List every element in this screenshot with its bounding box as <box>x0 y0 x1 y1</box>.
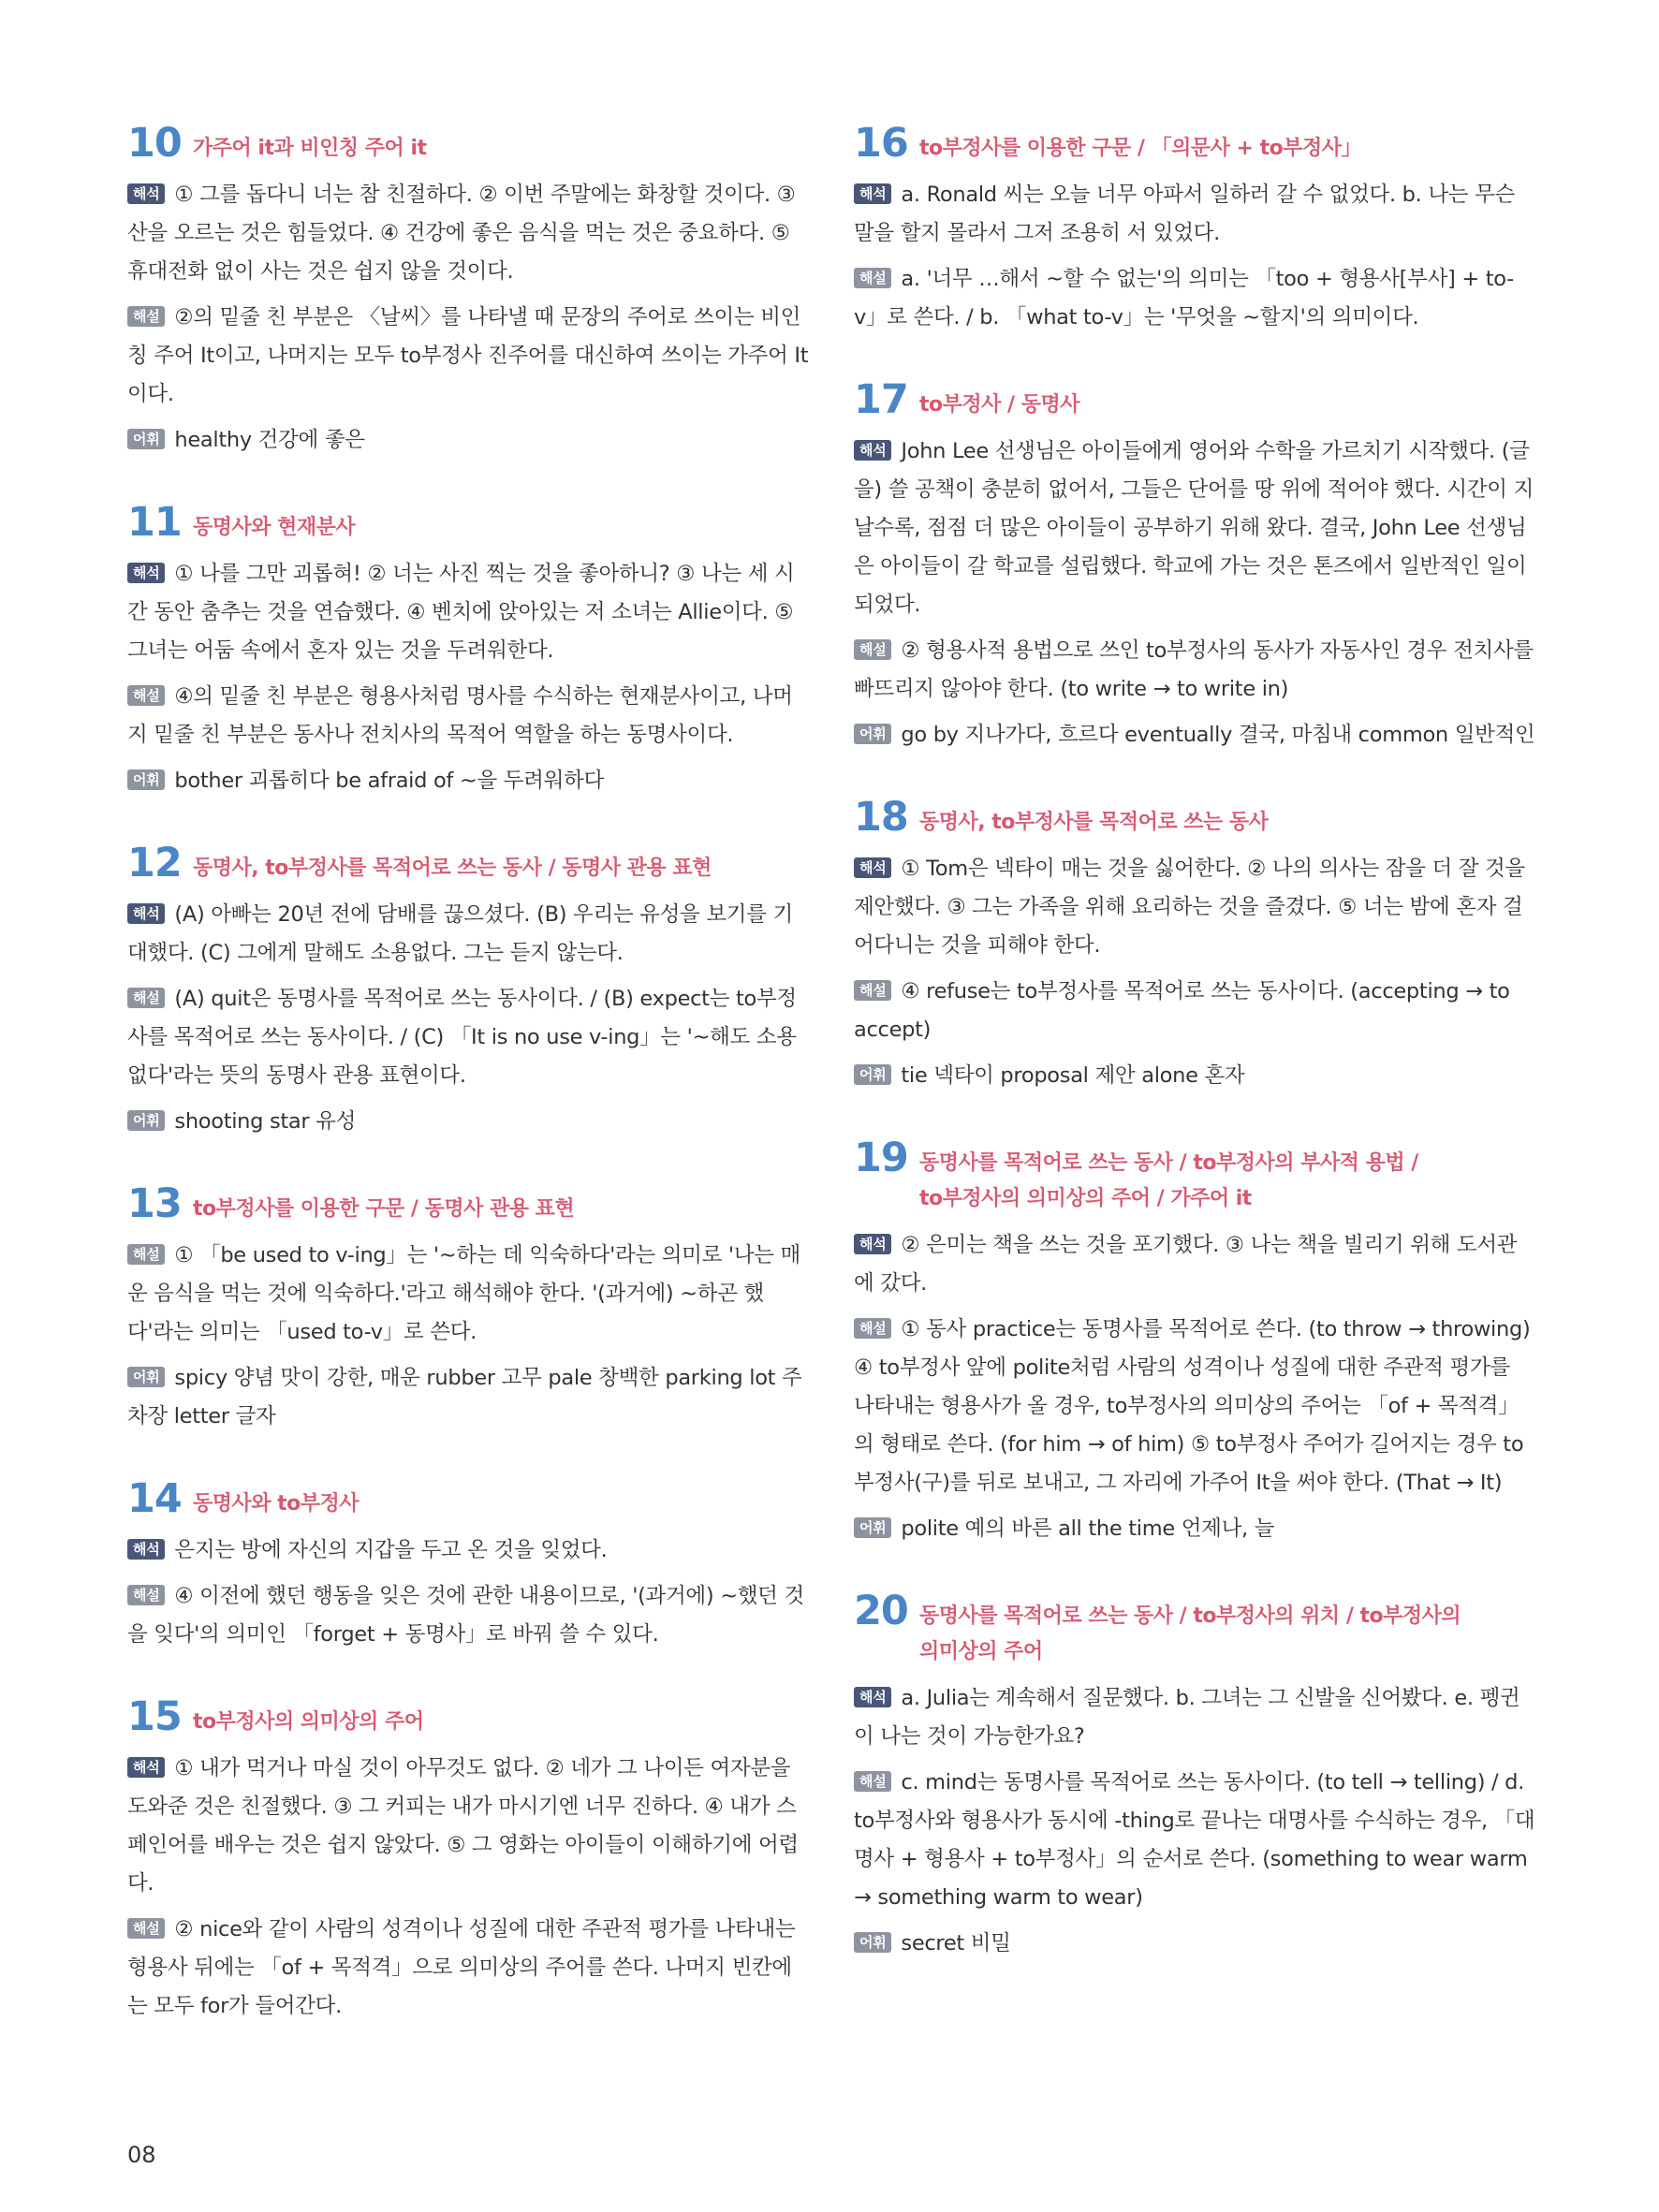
question-number: 10 <box>127 120 182 167</box>
paragraph-text: a. Ronald 씨는 오늘 너무 아파서 일하러 갈 수 없었다. b. 나는 무슨 말을 할지 몰라서 그저 조용히 서 있었다. <box>854 183 1515 245</box>
section-header <box>127 842 809 886</box>
explanation-tag: 해설 <box>127 1244 165 1265</box>
vocab-paragraph <box>854 716 1535 754</box>
section-header <box>854 378 1535 423</box>
section-title: 가주어 it과 비인칭 주어 it <box>193 137 427 160</box>
paragraph-text: ④ refuse는 to부정사를 목적어로 쓰는 동사이다. (accepting → to accept) <box>854 979 1510 1042</box>
answer-section <box>127 1477 809 1654</box>
answer-section <box>854 796 1535 1095</box>
section-header <box>127 501 809 546</box>
paragraph-text: tie 넥타이 proposal 제안 alone 혼자 <box>901 1063 1245 1088</box>
answer-section <box>854 1136 1535 1548</box>
explanation-tag: 해설 <box>854 639 891 660</box>
paragraph-text: polite 예의 바른 all the time 언제나, 늘 <box>901 1516 1275 1541</box>
vocab-paragraph <box>854 1925 1535 1963</box>
paragraph-text: a. '너무 …해서 ~할 수 없는'의 의미는 「too + 형용사[부사] + to-v」로 쓴다. / b. 「what to-v」는 '무엇을 ~할지'의 의미이다. <box>854 267 1514 330</box>
vocab-paragraph <box>127 1103 809 1141</box>
paragraph-text: a. Julia는 계속해서 질문했다. b. 그녀는 그 신발을 신어봤다. e. 펭귄이 나는 것이 가능한가요? <box>854 1686 1520 1749</box>
answer-section <box>854 122 1535 337</box>
explanation-tag: 해설 <box>127 1918 165 1939</box>
answer-section <box>127 1182 809 1436</box>
question-number: 20 <box>854 1588 908 1634</box>
paragraph-text: 은지는 방에 자신의 지갑을 두고 온 것을 잊었다. <box>174 1538 608 1562</box>
left-column <box>127 122 809 2067</box>
explanation-tag: 해설 <box>127 306 165 327</box>
translation-tag: 해석 <box>854 1234 891 1254</box>
section-title: to부정사 / 동명사 <box>919 393 1079 417</box>
explanation-tag: 해설 <box>127 1585 165 1605</box>
section-header <box>854 1589 1535 1670</box>
paragraph-text: ① Tom은 넥타이 매는 것을 싫어한다. ② 나의 의사는 잠을 더 잘 것을 제안했다. ③ 그는 가족을 위해 요리하는 것을 즐겼다. ⑤ 너는 밤에 혼자 걸어다니는 것을 피해야 한다. <box>854 857 1525 958</box>
vocab-tag: 어휘 <box>854 1064 891 1085</box>
section-header <box>854 796 1535 841</box>
question-number: 19 <box>854 1135 908 1181</box>
translation-paragraph <box>854 432 1535 624</box>
translation-tag: 해석 <box>127 563 165 583</box>
explanation-paragraph <box>854 260 1535 337</box>
translation-tag: 해석 <box>854 183 891 204</box>
paragraph-text: bother 괴롭히다 be afraid of ~을 두려워하다 <box>174 769 604 793</box>
vocab-tag: 어휘 <box>127 429 165 449</box>
paragraph-text: ① 내가 먹거나 마실 것이 아무것도 없다. ② 네가 그 나이든 여자분을 도와준 것은 친절했다. ③ 그 커피는 내가 마시기엔 너무 진하다. ④ 내가 스페인어를 배우는 것은 쉽지 않았다. ⑤ 그 영화는 아이들이 이해하기에 어렵다. <box>127 1756 799 1896</box>
explanation-paragraph <box>127 299 809 414</box>
paragraph-text: secret 비밀 <box>901 1931 1011 1956</box>
section-header <box>127 1182 809 1227</box>
paragraph-text: ① 그를 돕다니 너는 참 친절하다. ② 이번 주말에는 화창할 것이다. ③ 산을 오르는 것은 힘들었다. ④ 건강에 좋은 음식을 먹는 것은 중요하다. ⑤ 휴대전화 없이 사는 것은 쉽지 않을 것이다. <box>127 183 796 284</box>
translation-tag: 해석 <box>854 440 891 461</box>
section-title: to부정사의 의미상의 주어 <box>193 1710 424 1734</box>
translation-paragraph <box>127 555 809 670</box>
translation-paragraph <box>854 850 1535 965</box>
section-header <box>854 122 1535 167</box>
question-number: 18 <box>854 794 908 841</box>
translation-tag: 해석 <box>127 1757 165 1778</box>
paragraph-text: ② 은미는 책을 쓰는 것을 포기했다. ③ 나는 책을 빌리기 위해 도서관에 갔다. <box>854 1233 1518 1296</box>
explanation-paragraph <box>127 1577 809 1654</box>
section-title: to부정사를 이용한 구문 / 동명사 관용 표현 <box>193 1197 575 1221</box>
section-header <box>854 1136 1535 1217</box>
answer-section <box>854 1589 1535 1963</box>
explanation-tag: 해설 <box>854 1318 891 1339</box>
paragraph-text: healthy 건강에 좋은 <box>174 428 365 452</box>
paragraph-text: ① 나를 그만 괴롭혀! ② 너는 사진 찍는 것을 좋아하니? ③ 나는 세 시간 동안 춤추는 것을 연습했다. ④ 벤치에 앉아있는 저 소녀는 Allie이다. ⑤ 그녀는 어둠 속에서 혼자 있는 것을 두려워한다. <box>127 562 795 663</box>
answer-section <box>854 378 1535 754</box>
question-number: 16 <box>854 120 908 167</box>
paragraph-text: ④ 이전에 했던 행동을 잊은 것에 관한 내용이므로, '(과거에) ~했던 것을 잊다'의 의미인 「forget + 동명사」로 바꿔 쓸 수 있다. <box>127 1584 804 1647</box>
translation-tag: 해석 <box>127 903 165 924</box>
vocab-tag: 어휘 <box>854 1932 891 1953</box>
vocab-paragraph <box>127 762 809 800</box>
paragraph-text: ① 「be used to v-ing」는 '~하는 데 익숙하다'라는 의미로 '나는 매운 음식을 먹는 것에 익숙하다.'라고 해석해야 한다. '(과거에) ~하곤 했다'라는 의미는 「used to-v」로 쓴다. <box>127 1243 800 1344</box>
paragraph-text: go by 지나가다, 흐르다 eventually 결국, 마침내 common 일반적인 <box>901 723 1535 747</box>
question-number: 14 <box>127 1475 182 1522</box>
section-header <box>127 1695 809 1740</box>
paragraph-text: ② 형용사적 용법으로 쓰인 to부정사의 동사가 자동사인 경우 전치사를 빠뜨리지 않아야 한다. (to write → to write in) <box>854 638 1534 701</box>
vocab-paragraph <box>854 1510 1535 1548</box>
explanation-paragraph <box>127 980 809 1095</box>
right-column <box>854 122 1535 2004</box>
answer-section <box>127 122 809 460</box>
translation-tag: 해석 <box>127 183 165 204</box>
translation-paragraph <box>854 176 1535 253</box>
translation-paragraph <box>127 176 809 291</box>
paragraph-text: ② nice와 같이 사람의 성격이나 성질에 대한 주관적 평가를 나타내는 형용사 뒤에는 「of + 목적격」으로 의미상의 주어를 쓴다. 나머지 빈칸에는 모두 for가 들어간다. <box>127 1917 796 2018</box>
paragraph-text: ②의 밑줄 친 부분은 〈날씨〉를 나타낼 때 문장의 주어로 쓰이는 비인칭 주어 It이고, 나머지는 모두 to부정사 진주어를 대신하여 쓰이는 가주어 It이다. <box>127 305 809 406</box>
section-title: 동명사, to부정사를 목적어로 쓰는 동사 / 동명사 관용 표현 <box>193 857 712 880</box>
section-title: to부정사를 이용한 구문 / 「의문사 + to부정사」 <box>919 137 1361 160</box>
translation-tag: 해석 <box>854 857 891 878</box>
answer-section <box>127 842 809 1141</box>
vocab-paragraph <box>127 421 809 460</box>
section-title: 동명사와 현재분사 <box>193 516 356 539</box>
section-title: 동명사, to부정사를 목적어로 쓰는 동사 <box>919 811 1269 834</box>
section-title: 동명사와 to부정사 <box>193 1492 360 1516</box>
explanation-tag: 해설 <box>854 268 891 288</box>
paragraph-text: ④의 밑줄 친 부분은 형용사처럼 명사를 수식하는 현재분사이고, 나머지 밑줄 친 부분은 동사나 전치사의 목적어 역할을 하는 동명사이다. <box>127 684 793 747</box>
section-title: 동명사를 목적어로 쓰는 동사 / to부정사의 위치 / to부정사의 <box>919 1604 1461 1628</box>
question-number: 11 <box>127 499 182 546</box>
explanation-paragraph <box>127 1911 809 2026</box>
vocab-tag: 어휘 <box>127 1110 165 1131</box>
explanation-tag: 해설 <box>127 685 165 706</box>
section-title: 동명사를 목적어로 쓰는 동사 / to부정사의 부사적 용법 / <box>919 1151 1418 1175</box>
translation-paragraph <box>854 1226 1535 1303</box>
question-number: 15 <box>127 1693 182 1740</box>
question-number: 13 <box>127 1180 182 1227</box>
paragraph-text: (A) 아빠는 20년 전에 담배를 끊으셨다. (B) 우리는 유성을 보기를 기대했다. (C) 그에게 말해도 소용없다. 그는 듣지 않는다. <box>127 902 793 965</box>
explanation-tag: 해설 <box>854 1771 891 1792</box>
section-header <box>127 122 809 167</box>
translation-paragraph <box>127 1531 809 1570</box>
paragraph-text: c. mind는 동명사를 목적어로 쓰는 동사이다. (to tell → telling) / d. to부정사와 형용사가 동시에 -thing로 끝나는 대명사를 수식하는 경우, 「대명사 + 형용사 + to부정사」의 순서로 쓴다. (something to wear warm → something warm to wear) <box>854 1770 1535 1910</box>
answer-section <box>127 1695 809 2026</box>
answer-section <box>127 501 809 800</box>
translation-paragraph <box>127 1750 809 1903</box>
paragraph-text: spicy 양념 맛이 강한, 매운 rubber 고무 pale 창백한 parking lot 주차장 letter 글자 <box>127 1366 802 1428</box>
explanation-paragraph <box>854 973 1535 1049</box>
explanation-tag: 해설 <box>127 988 165 1008</box>
question-number: 12 <box>127 840 182 886</box>
explanation-paragraph <box>127 1237 809 1352</box>
paragraph-text: shooting star 유성 <box>174 1109 357 1134</box>
translation-tag: 해석 <box>854 1687 891 1707</box>
translation-paragraph <box>127 896 809 973</box>
vocab-tag: 어휘 <box>854 1517 891 1538</box>
paragraph-text: (A) quit은 동명사를 목적어로 쓰는 동사이다. / (B) expect는 to부정사를 목적어로 쓰는 동사이다. / (C) 「It is no use v-ing」는 '~해도 소용없다'라는 뜻의 동명사 관용 표현이다. <box>127 987 797 1088</box>
vocab-tag: 어휘 <box>854 724 891 744</box>
translation-paragraph <box>854 1679 1535 1756</box>
vocab-tag: 어휘 <box>127 1367 165 1387</box>
paragraph-text: ① 동사 practice는 동명사를 목적어로 쓴다. (to throw → throwing) ④ to부정사 앞에 polite처럼 사람의 성격이나 성질에 대한 주관적 평가를 나타내는 형용사가 올 경우, to부정사의 의미상의 주어는 「of + 목적격」의 형태로 쓴다. (for him → of him) ⑤ to부정사 주어가 길어지는 경우 to부정사(구)를 뒤로 보내고, 그 자리에 가주어 It을 써야 한다. (That → It) <box>854 1317 1531 1495</box>
explanation-paragraph <box>127 678 809 754</box>
section-title: to부정사의 의미상의 주어 / 가주어 it <box>919 1187 1252 1210</box>
vocab-paragraph <box>854 1057 1535 1095</box>
page-number: 08 <box>127 2142 156 2168</box>
vocab-paragraph <box>127 1359 809 1436</box>
vocab-tag: 어휘 <box>127 769 165 790</box>
explanation-paragraph <box>854 632 1535 709</box>
paragraph-text: John Lee 선생님은 아이들에게 영어와 수학을 가르치기 시작했다. (글을) 쓸 공책이 충분히 없어서, 그들은 단어를 땅 위에 적어야 했다. 시간이 지날수록, 점점 더 많은 아이들이 공부하기 위해 왔다. 결국, John Lee 선생님은 아이들이 갈 학교를 설립했다. 학교에 가는 것은 톤즈에서 일반적인 일이 되었다. <box>854 439 1534 617</box>
question-number: 17 <box>854 376 908 423</box>
explanation-paragraph <box>854 1764 1535 1917</box>
translation-tag: 해석 <box>127 1539 165 1560</box>
section-title: 의미상의 주어 <box>919 1640 1043 1663</box>
explanation-tag: 해설 <box>854 980 891 1001</box>
explanation-paragraph <box>854 1311 1535 1502</box>
section-header <box>127 1477 809 1522</box>
